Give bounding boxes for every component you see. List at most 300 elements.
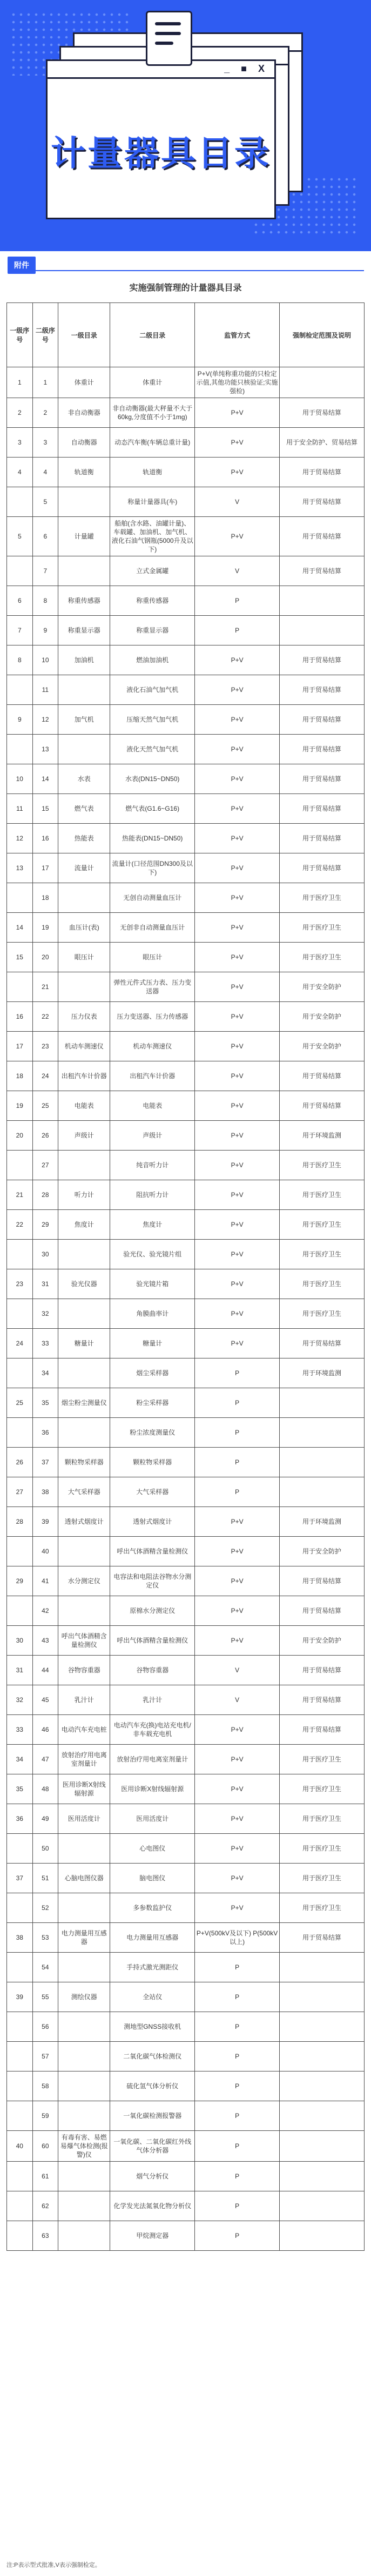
table-cell (280, 2012, 365, 2042)
table-cell: 计量罐 (58, 517, 110, 556)
table-row (7, 2162, 365, 2191)
table-cell (280, 1953, 365, 1982)
table-cell: 压缩天然气加气机 (110, 705, 195, 735)
table-cell: P+V (195, 1121, 280, 1151)
table-row (7, 2221, 365, 2251)
table-cell: 47 (32, 1745, 58, 1774)
table-cell: P (195, 2221, 280, 2251)
table-cell (7, 2012, 33, 2042)
table-cell: 用于贸易结算 (280, 1656, 365, 1685)
table-cell: 5 (7, 517, 33, 556)
table-cell: 验光仪器 (58, 1269, 110, 1299)
table-cell: 53 (32, 1923, 58, 1953)
table-cell: 49 (32, 1804, 58, 1834)
table-cell: 26 (7, 1448, 33, 1477)
table-cell: P+V (195, 1269, 280, 1299)
table-cell: 8 (7, 645, 33, 675)
table-cell: 用于医疗卫生 (280, 1151, 365, 1180)
divider (8, 270, 364, 271)
table-cell: 用于安全防护 (280, 1626, 365, 1656)
table-cell: 16 (7, 1002, 33, 1032)
table-cell (7, 2162, 33, 2191)
table-cell: 电力测量用互感器 (58, 1923, 110, 1953)
table-cell: 29 (32, 1210, 58, 1240)
table-cell (58, 556, 110, 586)
table-cell: 无创非自动测量血压计 (110, 913, 195, 943)
table-cell: 立式金属罐 (110, 556, 195, 586)
hero-banner (0, 0, 371, 251)
table-cell: P+V (195, 1566, 280, 1596)
table-row (7, 1864, 365, 1893)
table-cell: 55 (32, 1982, 58, 2012)
table-cell: 声级计 (58, 1121, 110, 1151)
table-cell: 加油机 (58, 645, 110, 675)
table-cell: 动态汽车衡(车辆总重计量) (110, 428, 195, 458)
table-cell (58, 2162, 110, 2191)
table-cell (7, 1834, 33, 1864)
table-cell: 用于医疗卫生 (280, 1180, 365, 1210)
table-cell: 35 (7, 1774, 33, 1804)
table-cell: 用于医疗卫生 (280, 1210, 365, 1240)
table-cell: P+V (195, 458, 280, 487)
table-cell: 液化石油气加气机 (110, 675, 195, 705)
table-row (7, 705, 365, 735)
table-cell: 31 (7, 1656, 33, 1685)
table-cell (58, 1537, 110, 1566)
table-cell: 59 (32, 2101, 58, 2131)
table-cell: 加气机 (58, 705, 110, 735)
table-cell (7, 1537, 33, 1566)
table-cell: 用于医疗卫生 (280, 1745, 365, 1774)
table-cell: 24 (32, 1061, 58, 1091)
table-row (7, 1121, 365, 1151)
table-cell: 呼出气体酒精含量检测仪 (110, 1537, 195, 1566)
table-cell: 电动汽车充(换)电站充电机/非车载充电机 (110, 1715, 195, 1745)
header-cell: 二级目录 (110, 303, 195, 367)
table-cell: 9 (7, 705, 33, 735)
table-cell: P+V (195, 735, 280, 764)
table-cell: 35 (32, 1388, 58, 1418)
table-cell: P+V (195, 1537, 280, 1566)
table-cell: 体重计 (110, 367, 195, 398)
table-cell (7, 1358, 33, 1388)
table-cell: 30 (7, 1626, 33, 1656)
table-cell: P+V (195, 1299, 280, 1329)
table-cell: 36 (32, 1418, 58, 1448)
table-cell: 63 (32, 2221, 58, 2251)
table-row (7, 2131, 365, 2162)
table-cell: 用于医疗卫生 (280, 913, 365, 943)
table-cell: 58 (32, 2071, 58, 2101)
table-cell: 4 (7, 458, 33, 487)
table-cell: 用于环境监测 (280, 1121, 365, 1151)
table-cell (58, 972, 110, 1002)
header-cell: 二级序号 (32, 303, 58, 367)
table-cell (58, 1151, 110, 1180)
table-cell: 28 (32, 1180, 58, 1210)
table-cell: 用于贸易结算 (280, 1685, 365, 1715)
table-row (7, 517, 365, 556)
table-cell: V (195, 1656, 280, 1685)
table-cell: 18 (32, 883, 58, 913)
table-cell (7, 487, 33, 517)
table-row (7, 367, 365, 398)
table-cell: 用于医疗卫生 (280, 1299, 365, 1329)
table-cell: 用于贸易结算 (280, 1061, 365, 1091)
table-cell: 脑电图仪 (110, 1864, 195, 1893)
table-cell: 46 (32, 1715, 58, 1745)
table-cell: P+V (195, 794, 280, 824)
table-cell (58, 2101, 110, 2131)
table-cell: 燃气表 (58, 794, 110, 824)
table-cell: P+V (195, 1061, 280, 1091)
table-cell (58, 1834, 110, 1864)
table-cell (58, 735, 110, 764)
table-cell: 声级计 (110, 1121, 195, 1151)
table-cell: P (195, 2162, 280, 2191)
table-row (7, 1685, 365, 1715)
table-cell: 呼出气体酒精含量检测仪 (58, 1626, 110, 1656)
table-cell: 3 (7, 428, 33, 458)
table-cell: 血压计(表) (58, 913, 110, 943)
table-row (7, 1477, 365, 1507)
table-cell: P+V (195, 1210, 280, 1240)
table-cell: P+V (195, 1596, 280, 1626)
table-cell (7, 2042, 33, 2071)
table-cell: P+V (195, 517, 280, 556)
table-cell: 40 (7, 2131, 33, 2162)
table-cell: P+V (195, 824, 280, 853)
table-cell (7, 883, 33, 913)
table-cell: 19 (32, 913, 58, 943)
table-row (7, 913, 365, 943)
table-cell (58, 1299, 110, 1329)
table-cell: 32 (7, 1685, 33, 1715)
table-cell (58, 1893, 110, 1923)
table-cell: 一氧化碳检测报警器 (110, 2101, 195, 2131)
document-icon (146, 11, 192, 66)
table-cell: 38 (32, 1477, 58, 1507)
table-cell: 用于贸易结算 (280, 824, 365, 853)
table-row (7, 1715, 365, 1745)
table-cell: 用于贸易结算 (280, 1715, 365, 1745)
catalog-table (6, 302, 365, 2251)
table-cell: 眼压计 (58, 943, 110, 972)
table-cell: 2 (7, 398, 33, 428)
table-cell: P+V (195, 943, 280, 972)
table-row (7, 1299, 365, 1329)
table-cell: P+V (195, 1180, 280, 1210)
table-cell: 烟尘采样器 (110, 1358, 195, 1388)
table-cell: P (195, 2012, 280, 2042)
table-cell (58, 1240, 110, 1269)
table-row (7, 1923, 365, 1953)
table-cell: 41 (32, 1566, 58, 1596)
table-cell: 31 (32, 1269, 58, 1299)
table-row (7, 1834, 365, 1864)
table-cell: P+V (195, 1091, 280, 1121)
table-row (7, 794, 365, 824)
table-cell: 燃气表(G1.6~G16) (110, 794, 195, 824)
table-cell: 25 (7, 1388, 33, 1418)
table-cell: 1 (32, 367, 58, 398)
table-cell: 用于安全防护 (280, 1032, 365, 1061)
table-cell: 6 (7, 586, 33, 616)
table-cell: 用于医疗卫生 (280, 1240, 365, 1269)
table-row (7, 1804, 365, 1834)
table-cell: 谷物容重器 (58, 1656, 110, 1685)
table-row (7, 1596, 365, 1626)
table-cell: 44 (32, 1656, 58, 1685)
table-cell: 17 (32, 853, 58, 883)
table-cell: 机动车测速仪 (110, 1032, 195, 1061)
table-cell: 18 (7, 1061, 33, 1091)
table-cell: 无创自动测量血压计 (110, 883, 195, 913)
table-cell: 称重传感器 (58, 586, 110, 616)
table-cell: 43 (32, 1626, 58, 1656)
table-row (7, 398, 365, 428)
table-cell: 水表 (58, 764, 110, 794)
table-cell: 10 (32, 645, 58, 675)
table-cell (7, 1893, 33, 1923)
table-cell (58, 1418, 110, 1448)
table-cell: 电能表 (58, 1091, 110, 1121)
table-cell: P+V (195, 764, 280, 794)
table-cell (280, 2191, 365, 2221)
table-cell: 27 (7, 1477, 33, 1507)
table-cell: 用于贸易结算 (280, 764, 365, 794)
table-cell: 机动车测速仪 (58, 1032, 110, 1061)
table-cell: 用于贸易结算 (280, 398, 365, 428)
table-row (7, 586, 365, 616)
table-cell (58, 2042, 110, 2071)
table-cell: 5 (32, 487, 58, 517)
table-row (7, 943, 365, 972)
table-cell: P+V (195, 1745, 280, 1774)
table-cell: 原棉水分测定仪 (110, 1596, 195, 1626)
table-cell: 54 (32, 1953, 58, 1982)
table-cell: 电能表 (110, 1091, 195, 1121)
table-row (7, 556, 365, 586)
table-cell: 61 (32, 2162, 58, 2191)
table-cell: 称量计量器具(车) (110, 487, 195, 517)
table-cell: 39 (7, 1982, 33, 2012)
table-cell: 大气采样器 (110, 1477, 195, 1507)
table-cell (58, 2191, 110, 2221)
table-cell: 水表(DN15~DN50) (110, 764, 195, 794)
table-cell: 20 (7, 1121, 33, 1151)
table-row (7, 1388, 365, 1418)
table-cell (280, 1982, 365, 2012)
table-cell: 弹性元件式压力表、压力变送器 (110, 972, 195, 1002)
table-cell: 透射式烟度计 (58, 1507, 110, 1537)
table-cell: 非自动衡器(最大秤量不大于60kg,分度值不小于1mg) (110, 398, 195, 428)
table-cell: 听力计 (58, 1180, 110, 1210)
table-cell: P (195, 2071, 280, 2101)
table-cell: 用于安全防护 (280, 972, 365, 1002)
table-cell: 用于贸易结算 (280, 1329, 365, 1358)
table-row (7, 1953, 365, 1982)
table-cell: P+V (195, 1864, 280, 1893)
table-cell: 用于环境监测 (280, 1507, 365, 1537)
table-cell (280, 586, 365, 616)
table-cell: 粉尘浓度测量仪 (110, 1418, 195, 1448)
table-cell: P (195, 2042, 280, 2071)
table-cell (58, 1596, 110, 1626)
table-cell: 用于安全防护、贸易结算 (280, 428, 365, 458)
table-cell (280, 1477, 365, 1507)
table-cell: P+V (195, 1715, 280, 1745)
table-cell: 45 (32, 1685, 58, 1715)
table-cell: 糖量计 (110, 1329, 195, 1358)
table-cell: 3 (32, 428, 58, 458)
table-cell: 用于贸易结算 (280, 1596, 365, 1626)
table-cell: 多参数监护仪 (110, 1893, 195, 1923)
table-cell: 纯音听力计 (110, 1151, 195, 1180)
table-cell: 用于贸易结算 (280, 1091, 365, 1121)
table-cell (280, 2071, 365, 2101)
table-cell: 48 (32, 1774, 58, 1804)
table-cell: 34 (7, 1745, 33, 1774)
table-cell (58, 1953, 110, 1982)
table-cell: 39 (32, 1507, 58, 1537)
table-cell: 有毒有害、易燃易爆气体检测(报警)仪 (58, 2131, 110, 2162)
table-cell: 60 (32, 2131, 58, 2162)
table-cell: 非自动衡器 (58, 398, 110, 428)
table-cell: P (195, 1953, 280, 1982)
table-cell: 16 (32, 824, 58, 853)
table-cell: 燃油加油机 (110, 645, 195, 675)
table-cell: 用于医疗卫生 (280, 1774, 365, 1804)
table-cell: 用于安全防护 (280, 1002, 365, 1032)
table-cell: 36 (7, 1804, 33, 1834)
table-cell: 烟尘粉尘测量仪 (58, 1388, 110, 1418)
table-cell: 流量计 (58, 853, 110, 883)
table-cell: 用于医疗卫生 (280, 943, 365, 972)
table-cell: 用于医疗卫生 (280, 1269, 365, 1299)
table-row (7, 487, 365, 517)
table-row (7, 1091, 365, 1121)
table-cell (7, 1299, 33, 1329)
table-cell: 水分测定仪 (58, 1566, 110, 1596)
table-cell: 34 (32, 1358, 58, 1388)
table-cell: 阻抗听力计 (110, 1180, 195, 1210)
table-row (7, 1566, 365, 1596)
table-row (7, 1656, 365, 1685)
table-cell (58, 2012, 110, 2042)
table-cell: P+V (195, 913, 280, 943)
table-cell (58, 675, 110, 705)
table-row (7, 1982, 365, 2012)
table-cell: 粉尘采样器 (110, 1388, 195, 1418)
table-row (7, 1329, 365, 1358)
table-cell: 21 (7, 1180, 33, 1210)
table-cell: P (195, 586, 280, 616)
table-cell (7, 2221, 33, 2251)
table-cell: P+V (195, 1804, 280, 1834)
table-cell: 40 (32, 1537, 58, 1566)
header-cell: 监管方式 (195, 303, 280, 367)
table-cell: 28 (7, 1507, 33, 1537)
table-cell: 用于贸易结算 (280, 1923, 365, 1953)
table-cell: 7 (7, 616, 33, 645)
table-cell: 颗粒物采样器 (58, 1448, 110, 1477)
table-cell: 19 (7, 1091, 33, 1121)
table-cell: 热能表 (58, 824, 110, 853)
table-cell: P+V (195, 428, 280, 458)
table-cell (280, 2131, 365, 2162)
table-cell: 用于贸易结算 (280, 735, 365, 764)
table-row (7, 616, 365, 645)
table-row (7, 2042, 365, 2071)
table-row (7, 1032, 365, 1061)
table-cell: 硫化氢气体分析仪 (110, 2071, 195, 2101)
table-cell: P+V(单纯称重功能的只检定示值,其他功能只核验证;实施强检) (195, 367, 280, 398)
table-cell: 轨道衡 (110, 458, 195, 487)
table-row (7, 1418, 365, 1448)
table-cell: 乳汁计 (110, 1685, 195, 1715)
table-cell: P (195, 616, 280, 645)
table-cell: 电动汽车充电桩 (58, 1715, 110, 1745)
table-cell: 23 (7, 1269, 33, 1299)
table-cell: 测地型GNSS接收机 (110, 2012, 195, 2042)
table-cell: 乳汁计 (58, 1685, 110, 1715)
table-cell: 4 (32, 458, 58, 487)
table-cell: 用于安全防护 (280, 1537, 365, 1566)
table-cell: 测绘仪器 (58, 1982, 110, 2012)
table-cell (58, 1358, 110, 1388)
table-cell: 14 (7, 913, 33, 943)
table-cell: 25 (32, 1091, 58, 1121)
table-cell: 出租汽车计价器 (58, 1061, 110, 1091)
table-cell: 56 (32, 2012, 58, 2042)
table-cell: 14 (32, 764, 58, 794)
table-cell: P+V (195, 1240, 280, 1269)
table-cell: P+V (195, 1774, 280, 1804)
table-cell: 32 (32, 1299, 58, 1329)
table-cell: 62 (32, 2191, 58, 2221)
table-cell (280, 2221, 365, 2251)
table-cell: 15 (7, 943, 33, 972)
table-row (7, 1507, 365, 1537)
table-cell: 11 (7, 794, 33, 824)
table-cell: P+V (195, 1329, 280, 1358)
table-row (7, 1269, 365, 1299)
table-cell (280, 1388, 365, 1418)
table-cell: 38 (7, 1923, 33, 1953)
table-cell: 热能表(DN15~DN50) (110, 824, 195, 853)
table-cell: P (195, 2101, 280, 2131)
table-cell (7, 972, 33, 1002)
table-cell (280, 367, 365, 398)
table-row (7, 1151, 365, 1180)
table-row (7, 2101, 365, 2131)
table-cell: 22 (7, 1210, 33, 1240)
table-cell: 医用诊断X射线辐射源 (110, 1774, 195, 1804)
table-row (7, 2012, 365, 2042)
table-cell: P (195, 1982, 280, 2012)
table-cell: 2 (32, 398, 58, 428)
table-cell (7, 556, 33, 586)
table-row (7, 428, 365, 458)
table-row (7, 735, 365, 764)
table-row (7, 1180, 365, 1210)
table-cell: 1 (7, 367, 33, 398)
table-cell: 15 (32, 794, 58, 824)
table-cell: P (195, 1448, 280, 1477)
table-cell: 用于贸易结算 (280, 458, 365, 487)
table-cell: 12 (7, 824, 33, 853)
